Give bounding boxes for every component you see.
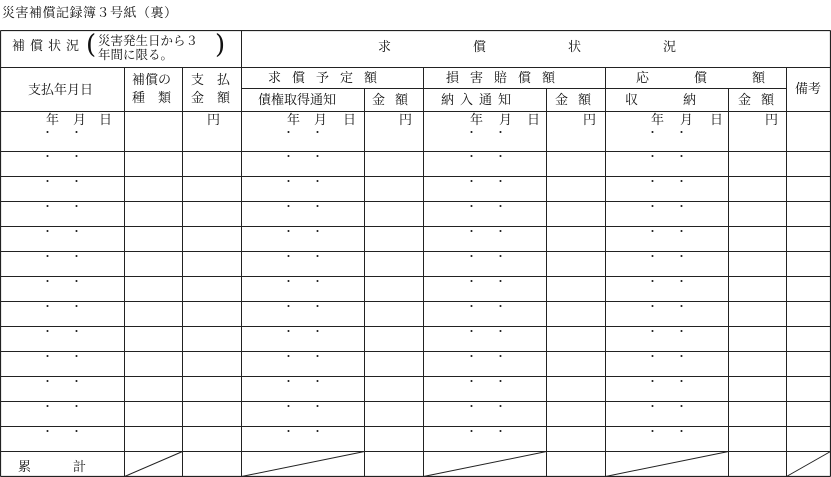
date-separator-dot: ・ (312, 375, 323, 388)
payment-unit-month: 月 (73, 113, 87, 128)
date-separator-dot: ・ (42, 350, 53, 363)
date-separator-dot: ・ (283, 175, 294, 188)
date-separator-dot: ・ (42, 300, 53, 313)
date-separator-dot: ・ (71, 425, 82, 438)
date-separator-dot: ・ (283, 250, 294, 263)
date-separator-dot: ・ (676, 400, 687, 413)
grid-line (606, 452, 729, 477)
yen-unit-4: 円 (765, 113, 779, 128)
date-separator-dot: ・ (42, 150, 53, 163)
date-separator-dot: ・ (495, 225, 506, 238)
date-separator-dot: ・ (71, 175, 82, 188)
claim-status-char-4: 況 (663, 40, 677, 55)
grid-line (424, 452, 547, 477)
date-separator-dot: ・ (466, 250, 477, 263)
grid-line (787, 452, 831, 477)
claim-unit-month: 月 (314, 113, 328, 128)
date-separator-dot: ・ (312, 350, 323, 363)
date-separator-dot: ・ (495, 425, 506, 438)
grid-line (125, 452, 183, 477)
date-separator-dot: ・ (312, 225, 323, 238)
amount-header-3: 金額 (738, 93, 785, 108)
date-separator-dot: ・ (676, 300, 687, 313)
date-separator-dot: ・ (283, 350, 294, 363)
date-separator-dot: ・ (283, 325, 294, 338)
comp-type-header-2: 種類 (132, 91, 185, 106)
date-separator-dot: ・ (676, 375, 687, 388)
date-separator-dot: ・ (647, 225, 658, 238)
date-separator-dot: ・ (71, 300, 82, 313)
receipt-unit-year: 年 (651, 113, 665, 128)
date-separator-dot: ・ (71, 350, 82, 363)
date-separator-dot: ・ (283, 400, 294, 413)
date-separator-dot: ・ (495, 325, 506, 338)
date-separator-dot: ・ (647, 126, 658, 139)
date-separator-dot: ・ (71, 275, 82, 288)
compensation-status-label: 補償状況 (12, 39, 85, 54)
date-separator-dot: ・ (312, 275, 323, 288)
date-separator-dot: ・ (312, 126, 323, 139)
date-separator-dot: ・ (647, 350, 658, 363)
grid-line (242, 452, 365, 477)
total-label: 累計 (18, 460, 129, 475)
date-separator-dot: ・ (466, 225, 477, 238)
date-separator-dot: ・ (495, 400, 506, 413)
damage-unit-month: 月 (499, 113, 513, 128)
yen-unit-1: 円 (207, 113, 221, 128)
date-separator-dot: ・ (283, 200, 294, 213)
date-separator-dot: ・ (466, 275, 477, 288)
date-separator-dot: ・ (71, 126, 82, 139)
damage-amount-header: 損害賠償額 (446, 71, 567, 86)
note-line-2: 年間に限る。 (98, 47, 174, 62)
date-separator-dot: ・ (466, 175, 477, 188)
note-bracket-open: ( (86, 30, 97, 60)
notes-header: 備考 (795, 82, 822, 97)
date-separator-dot: ・ (71, 325, 82, 338)
date-separator-dot: ・ (283, 126, 294, 139)
date-separator-dot: ・ (676, 200, 687, 213)
date-separator-dot: ・ (466, 300, 477, 313)
date-separator-dot: ・ (495, 350, 506, 363)
yen-unit-2: 円 (399, 113, 413, 128)
comp-type-header-1: 補償の (132, 73, 172, 88)
date-separator-dot: ・ (71, 225, 82, 238)
date-separator-dot: ・ (42, 126, 53, 139)
claim-unit-day: 日 (343, 113, 357, 128)
date-separator-dot: ・ (676, 275, 687, 288)
date-separator-dot: ・ (495, 150, 506, 163)
form-title: 災害補償記録簿３号紙（裏） (2, 6, 178, 21)
claim-status-char-1: 求 (378, 40, 392, 55)
date-separator-dot: ・ (42, 250, 53, 263)
date-separator-dot: ・ (647, 425, 658, 438)
date-separator-dot: ・ (495, 250, 506, 263)
date-separator-dot: ・ (466, 425, 477, 438)
yen-unit-3: 円 (583, 113, 597, 128)
receipt-unit-month: 月 (680, 113, 694, 128)
date-separator-dot: ・ (466, 325, 477, 338)
claim-unit-year: 年 (287, 113, 301, 128)
date-separator-dot: ・ (647, 275, 658, 288)
date-separator-dot: ・ (495, 200, 506, 213)
note-line-1: 災害発生日から３ (98, 33, 199, 48)
date-separator-dot: ・ (42, 225, 53, 238)
date-separator-dot: ・ (647, 400, 658, 413)
date-separator-dot: ・ (312, 300, 323, 313)
pay-amount-header-1: 支払 (191, 73, 244, 88)
date-separator-dot: ・ (42, 375, 53, 388)
date-separator-dot: ・ (312, 400, 323, 413)
date-separator-dot: ・ (647, 250, 658, 263)
date-separator-dot: ・ (283, 275, 294, 288)
date-separator-dot: ・ (495, 126, 506, 139)
date-separator-dot: ・ (312, 325, 323, 338)
date-separator-dot: ・ (42, 175, 53, 188)
date-separator-dot: ・ (283, 300, 294, 313)
damage-unit-year: 年 (470, 113, 484, 128)
receipt-unit-day: 日 (710, 113, 724, 128)
date-separator-dot: ・ (42, 200, 53, 213)
date-separator-dot: ・ (676, 250, 687, 263)
date-separator-dot: ・ (676, 150, 687, 163)
date-separator-dot: ・ (495, 300, 506, 313)
date-separator-dot: ・ (466, 400, 477, 413)
date-separator-dot: ・ (312, 425, 323, 438)
date-separator-dot: ・ (71, 150, 82, 163)
date-separator-dot: ・ (71, 200, 82, 213)
date-separator-dot: ・ (647, 375, 658, 388)
date-separator-dot: ・ (676, 425, 687, 438)
compensation-record-table (0, 30, 831, 477)
payment-unit-year: 年 (46, 113, 60, 128)
date-separator-dot: ・ (71, 400, 82, 413)
date-separator-dot: ・ (647, 300, 658, 313)
date-separator-dot: ・ (42, 275, 53, 288)
date-separator-dot: ・ (495, 175, 506, 188)
planned-claim-header: 求償予定額 (268, 71, 389, 86)
note-bracket-close: ) (215, 30, 226, 60)
date-separator-dot: ・ (283, 225, 294, 238)
date-separator-dot: ・ (495, 375, 506, 388)
date-separator-dot: ・ (676, 350, 687, 363)
amount-header-1: 金額 (372, 93, 419, 108)
date-separator-dot: ・ (676, 175, 687, 188)
date-separator-dot: ・ (71, 375, 82, 388)
date-separator-dot: ・ (676, 126, 687, 139)
date-separator-dot: ・ (647, 325, 658, 338)
date-separator-dot: ・ (283, 375, 294, 388)
date-separator-dot: ・ (495, 275, 506, 288)
date-separator-dot: ・ (466, 350, 477, 363)
pay-amount-header-2: 金額 (191, 91, 244, 106)
payment-date-header: 支払年月日 (28, 83, 94, 98)
amount-header-2: 金額 (555, 93, 602, 108)
receipt-header: 収納 (625, 93, 742, 108)
date-separator-dot: ・ (647, 150, 658, 163)
date-separator-dot: ・ (676, 325, 687, 338)
response-amount-header: 応償額 (636, 71, 811, 86)
date-separator-dot: ・ (312, 200, 323, 213)
payment-notice-header: 納入通知 (441, 93, 518, 108)
date-separator-dot: ・ (71, 250, 82, 263)
date-separator-dot: ・ (42, 325, 53, 338)
date-separator-dot: ・ (283, 150, 294, 163)
date-separator-dot: ・ (312, 250, 323, 263)
date-separator-dot: ・ (466, 126, 477, 139)
claim-status-char-2: 償 (473, 40, 487, 55)
date-separator-dot: ・ (647, 175, 658, 188)
date-separator-dot: ・ (466, 150, 477, 163)
date-separator-dot: ・ (283, 425, 294, 438)
payment-unit-day: 日 (99, 113, 113, 128)
date-separator-dot: ・ (312, 150, 323, 163)
date-separator-dot: ・ (466, 375, 477, 388)
date-separator-dot: ・ (647, 200, 658, 213)
date-separator-dot: ・ (312, 175, 323, 188)
claim-notice-header: 債権取得通知 (258, 93, 337, 108)
claim-status-char-3: 状 (568, 40, 582, 55)
date-separator-dot: ・ (42, 425, 53, 438)
date-separator-dot: ・ (466, 200, 477, 213)
date-separator-dot: ・ (42, 400, 53, 413)
date-separator-dot: ・ (676, 225, 687, 238)
damage-unit-day: 日 (527, 113, 541, 128)
